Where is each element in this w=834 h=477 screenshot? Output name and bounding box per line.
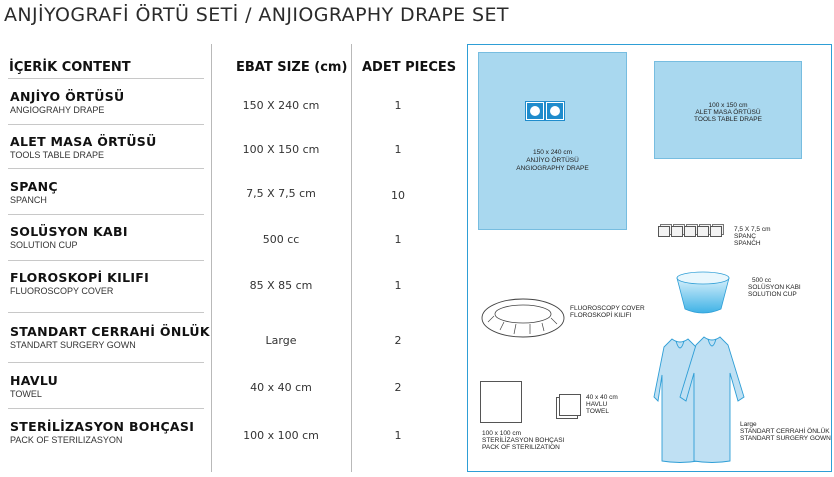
- item-subtitle: PACK OF STERILIZASYON: [10, 435, 123, 445]
- tools-table-drape: [654, 61, 802, 159]
- item-quantity: 1: [394, 233, 402, 246]
- item-quantity: 10: [391, 189, 405, 202]
- item-subtitle: FLUOROSCOPY COVER: [10, 286, 114, 296]
- item-name: SPANÇ: [10, 179, 58, 194]
- sponge-size: 7,5 X 7,5 cm: [734, 226, 771, 233]
- illustration-panel: [467, 44, 832, 472]
- item-name: FLOROSKOPİ KILIFI: [10, 270, 150, 285]
- sponge-icon: [684, 226, 696, 237]
- sponge-icon: [671, 226, 683, 237]
- row-divider: [8, 312, 204, 313]
- item-subtitle: STANDART SURGERY GOWN: [10, 340, 136, 350]
- angio-drape-label-tr: ANJİYO ÖRTÜSÜ: [526, 157, 579, 164]
- item-size: Large: [265, 334, 297, 347]
- gown-label-tr: STANDART CERRAHİ ÖNLÜK: [740, 428, 830, 435]
- header-qty: ADET PIECES: [362, 60, 457, 75]
- contents-table: [0, 44, 470, 474]
- item-quantity: 2: [394, 334, 402, 347]
- page-title: ANJİYOGRAFİ ÖRTÜ SETİ / ANJIOGRAPHY DRAPE SET: [4, 4, 509, 26]
- row-divider: [8, 260, 204, 261]
- tools-drape-label-tr: ALET MASA ÖRTÜSÜ: [695, 109, 761, 116]
- item-size: 100 X 150 cm: [242, 143, 320, 156]
- item-quantity: 1: [394, 143, 402, 156]
- cup-label-tr: SOLÜSYON KABI: [748, 284, 801, 291]
- towel-size: 40 x 40 cm: [586, 394, 618, 401]
- item-name: STANDART CERRAHİ ÖNLÜK: [10, 324, 210, 339]
- row-divider: [8, 362, 204, 363]
- fluoro-label-en: FLUOROSCOPY COVER: [570, 305, 645, 312]
- sponge-label-tr: SPANÇ: [734, 233, 756, 240]
- towel-label-tr: HAVLU: [586, 401, 608, 408]
- sponge-label-en: SPANCH: [734, 240, 761, 247]
- solution-cup-icon: [674, 269, 732, 317]
- table-row: [0, 415, 470, 459]
- towel-icon: [559, 394, 581, 416]
- item-size: 500 cc: [262, 233, 300, 246]
- row-divider: [8, 214, 204, 215]
- sponge-icon: [710, 226, 722, 237]
- item-name: HAVLU: [10, 373, 59, 388]
- row-divider: [8, 78, 204, 79]
- surgery-gown-icon: [640, 335, 754, 465]
- angiography-drape: [478, 52, 627, 230]
- item-subtitle: TOOLS TABLE DRAPE: [10, 150, 105, 160]
- item-name: ALET MASA ÖRTÜSÜ: [10, 134, 157, 149]
- drape-fenestration: [546, 102, 564, 120]
- item-quantity: 1: [394, 99, 402, 112]
- item-size: 40 x 40 cm: [250, 381, 312, 394]
- gown-label-en: STANDART SURGERY GOWN: [740, 435, 831, 442]
- angio-drape-label-en: ANGIOGRAPHY DRAPE: [516, 165, 589, 172]
- item-subtitle: SPANCH: [10, 195, 47, 205]
- table-row: [0, 266, 470, 310]
- item-size: 85 X 85 cm: [249, 279, 313, 292]
- fluoroscopy-cover-icon: [480, 294, 566, 340]
- row-divider: [8, 408, 204, 409]
- item-subtitle: ANGIOGRAHY DRAPE: [10, 105, 105, 115]
- item-size: 100 x 100 cm: [243, 429, 319, 442]
- item-quantity: 2: [394, 381, 402, 394]
- towel-label-en: TOWEL: [586, 408, 609, 415]
- angio-drape-size: 150 x 240 cm: [532, 149, 573, 156]
- item-subtitle: SOLUTION CUP: [10, 240, 78, 250]
- tools-drape-label-en: TOOLS TABLE DRAPE: [694, 116, 762, 123]
- item-name: STERİLİZASYON BOHÇASI: [10, 419, 195, 434]
- header-content: İÇERİK CONTENT: [9, 60, 131, 75]
- row-divider: [8, 168, 204, 169]
- sponge-icon: [697, 226, 709, 237]
- gown-size: Large: [740, 421, 757, 428]
- item-size: 150 X 240 cm: [242, 99, 320, 112]
- drape-fenestration: [526, 102, 544, 120]
- pack-label-en: PACK OF STERILIZATION: [482, 444, 560, 451]
- item-size: 7,5 X 7,5 cm: [246, 187, 316, 200]
- item-subtitle: TOWEL: [10, 389, 42, 399]
- row-divider: [8, 124, 204, 125]
- table-row: [0, 369, 470, 413]
- cup-size: 500 cc: [752, 277, 772, 284]
- table-row: [0, 175, 470, 219]
- table-row: [0, 320, 470, 364]
- header-size: EBAT SIZE (cm): [236, 60, 348, 75]
- item-name: SOLÜSYON KABI: [10, 224, 128, 239]
- item-name: ANJİYO ÖRTÜSÜ: [10, 89, 125, 104]
- table-row: [0, 220, 470, 264]
- sterilization-pack-icon: [480, 381, 522, 423]
- sponge-icon: [658, 226, 670, 237]
- cup-label-en: SOLUTION CUP: [748, 291, 797, 298]
- pack-label-tr: STERİLİZASYON BOHÇASI: [482, 437, 565, 444]
- item-quantity: 1: [394, 429, 402, 442]
- fluoro-label-tr: FLOROSKOPİ KILIFI: [570, 312, 632, 319]
- item-quantity: 1: [394, 279, 402, 292]
- pack-size: 100 x 100 cm: [482, 430, 522, 437]
- tools-drape-size: 100 x 150 cm: [708, 102, 748, 109]
- table-row: [0, 85, 470, 129]
